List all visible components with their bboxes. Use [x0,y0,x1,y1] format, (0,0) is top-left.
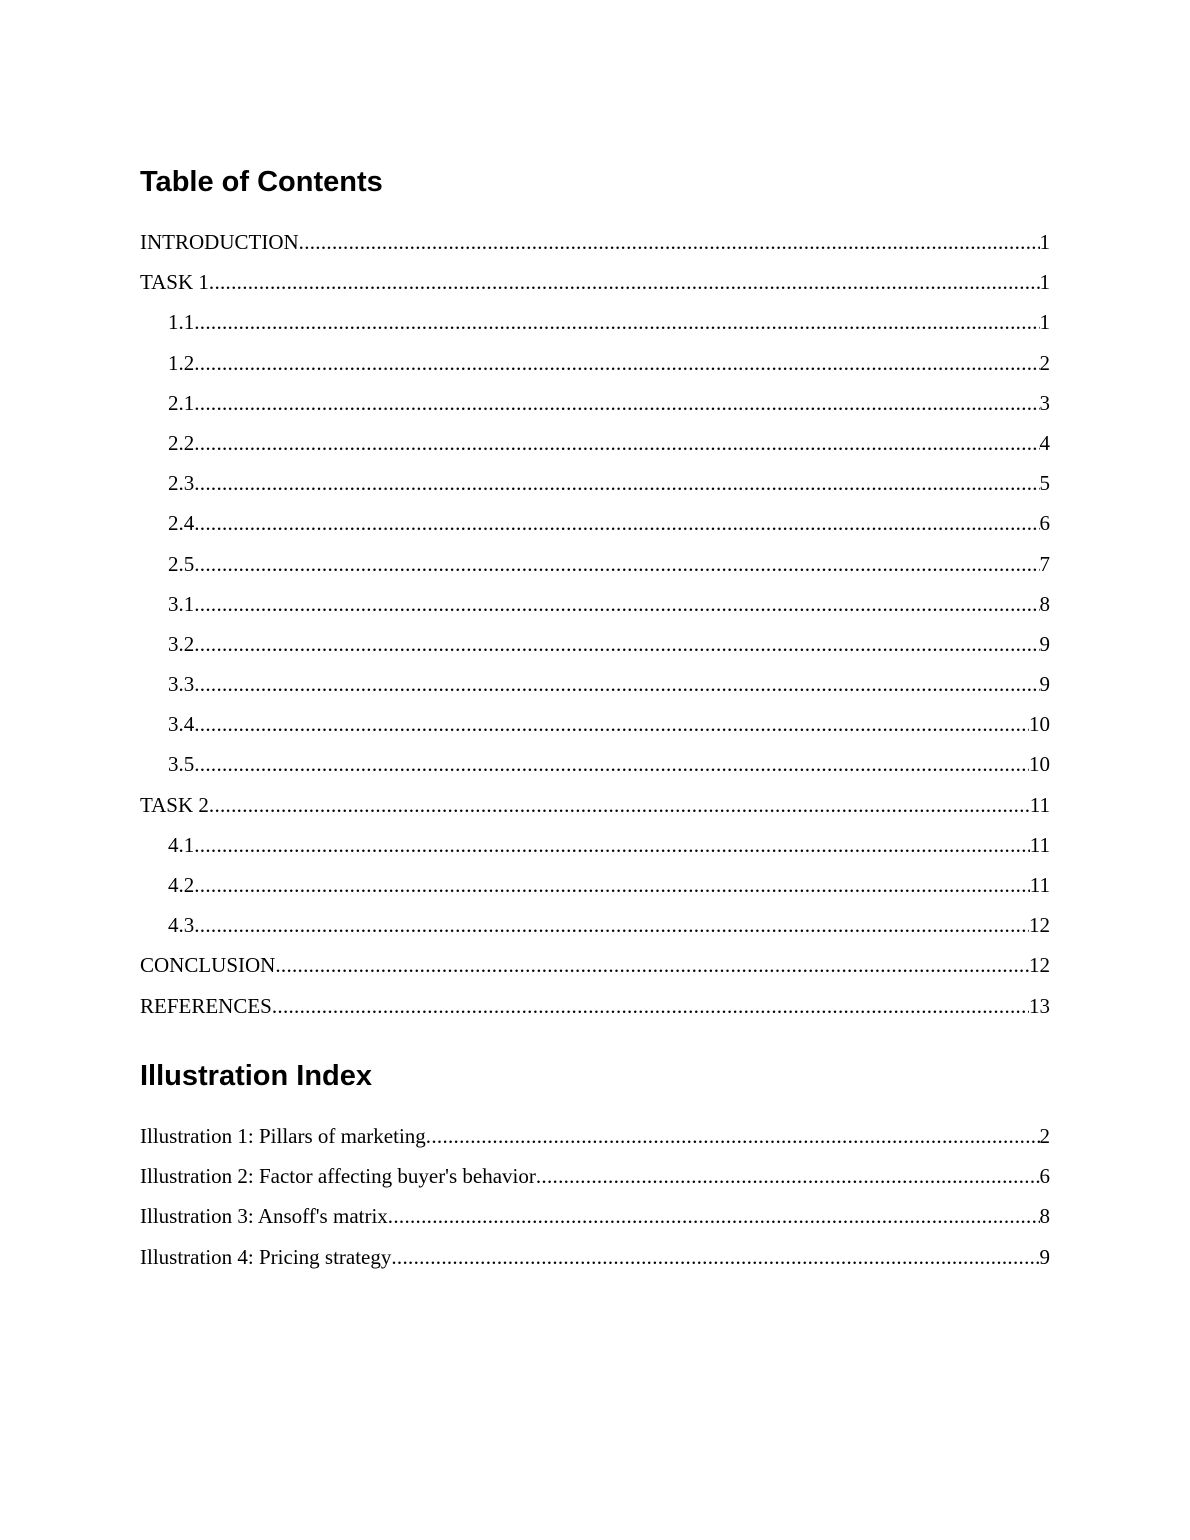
toc-entry[interactable] [140,832,1050,872]
toc-entry[interactable] [140,912,1050,952]
dot-leader [536,1163,1040,1189]
dot-leader [391,1244,1039,1270]
toc-entry-page-number: 8 [1039,591,1050,616]
dot-leader [194,872,1030,898]
toc-entry-page-number: 11 [1029,792,1050,817]
toc-entry[interactable] [140,390,1050,430]
dot-leader [209,269,1040,295]
illustration-entry-page-number: 6 [1039,1164,1050,1189]
dot-leader [426,1123,1040,1149]
toc-entry[interactable] [140,872,1050,912]
illustration-entry-label: Illustration 3: Ansoff's matrix [140,1204,388,1229]
toc-entry-page-number: 12 [1029,913,1050,938]
illustration-index-list [140,1123,1050,1284]
toc-entry-page-number: 7 [1039,551,1050,576]
toc-entry-label: 4.2 [168,873,195,897]
toc-entry-page-number: 10 [1029,712,1050,737]
toc-entry-page-number: 11 [1029,873,1050,897]
toc-entry[interactable] [140,993,1050,1033]
dot-leader [388,1203,1040,1229]
toc-entry-label: 3.4 [168,712,195,737]
dot-leader [209,792,1030,818]
toc-entry[interactable] [140,229,1050,269]
toc-entry-page-number: 2 [1039,350,1050,375]
dot-leader [272,993,1029,1019]
toc-entry-label: 2.4 [168,511,195,536]
toc-entry[interactable] [140,551,1050,591]
dot-leader [194,470,1039,496]
toc-entry-label: CONCLUSION [140,953,276,978]
illustration-entry-label: Illustration 1: Pillars of marketing [140,1124,426,1148]
toc-entry-label: 3.1 [168,591,195,616]
toc-entry-page-number: 13 [1029,993,1050,1018]
dot-leader [194,390,1039,416]
toc-entry[interactable] [140,430,1050,470]
toc-entry[interactable] [140,470,1050,510]
dot-leader [275,952,1029,978]
toc-entry-page-number: 9 [1039,631,1050,656]
toc-entry-label: 1.2 [168,350,195,375]
toc-entry-page-number: 6 [1039,511,1050,536]
toc-entry-page-number: 5 [1039,471,1050,496]
dot-leader [194,430,1039,456]
toc-list [140,229,1050,1033]
toc-entry[interactable] [140,350,1050,390]
dot-leader [194,309,1039,335]
dot-leader [299,229,1040,255]
illustration-entry[interactable] [140,1163,1050,1203]
dot-leader [194,711,1029,737]
toc-entry-label: 3.5 [168,752,195,777]
illustration-entry-page-number: 8 [1039,1204,1050,1229]
illustration-index-heading: Illustration Index [140,1060,373,1092]
toc-entry-page-number: 1 [1039,230,1050,254]
illustration-entry-label: Illustration 4: Pricing strategy [140,1244,392,1269]
toc-entry-page-number: 11 [1029,832,1050,857]
toc-entry-label: TASK 2 [140,792,209,817]
toc-entry[interactable] [140,711,1050,751]
toc-entry-label: 2.2 [168,430,195,455]
dot-leader [194,832,1030,858]
illustration-entry[interactable] [140,1123,1050,1163]
illustration-entry-page-number: 9 [1039,1244,1050,1269]
toc-entry[interactable] [140,591,1050,631]
toc-heading: Table of Contents [140,166,383,198]
toc-entry-label: TASK 1 [140,270,209,295]
toc-entry-label: INTRODUCTION [140,230,299,254]
illustration-entry-page-number: 2 [1039,1124,1050,1148]
dot-leader [194,551,1039,577]
toc-entry[interactable] [140,671,1050,711]
toc-entry-label: 2.1 [168,390,195,415]
toc-entry-page-number: 9 [1039,672,1050,697]
toc-entry[interactable] [140,751,1050,791]
toc-entry-page-number: 3 [1039,390,1050,415]
illustration-entry-label: Illustration 2: Factor affecting buyer's behavior [140,1164,536,1189]
toc-entry[interactable] [140,952,1050,992]
toc-entry-label: 1.1 [168,310,195,335]
toc-entry[interactable] [140,309,1050,349]
toc-entry-page-number: 10 [1029,752,1050,777]
toc-entry-page-number: 12 [1029,953,1050,978]
toc-entry[interactable] [140,631,1050,671]
toc-entry-label: 4.1 [168,832,195,857]
toc-entry-label: 3.2 [168,631,195,656]
toc-entry-label: REFERENCES [140,993,272,1018]
toc-entry-label: 3.3 [168,672,195,697]
toc-entry-page-number: 1 [1039,270,1050,295]
dot-leader [194,751,1029,777]
illustration-entry[interactable] [140,1244,1050,1284]
dot-leader [194,912,1029,938]
toc-entry[interactable] [140,792,1050,832]
dot-leader [194,591,1039,617]
illustration-entry[interactable] [140,1203,1050,1243]
toc-entry-label: 2.5 [168,551,195,576]
dot-leader [194,510,1039,536]
dot-leader [194,350,1039,376]
dot-leader [194,631,1039,657]
toc-entry-page-number: 4 [1039,430,1050,455]
toc-entry-label: 4.3 [168,913,195,938]
dot-leader [194,671,1039,697]
toc-entry[interactable] [140,510,1050,550]
toc-entry[interactable] [140,269,1050,309]
toc-entry-label: 2.3 [168,471,195,496]
toc-entry-page-number: 1 [1039,310,1050,335]
